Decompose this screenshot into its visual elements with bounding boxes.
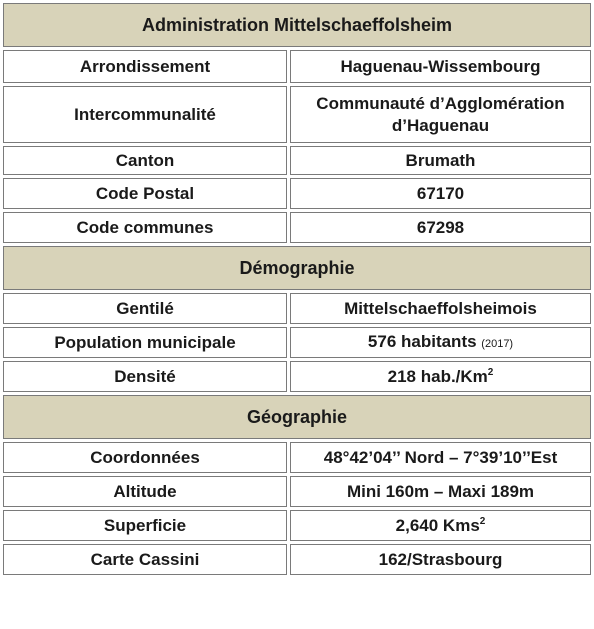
row-label-altitude: Altitude xyxy=(3,476,287,507)
row-value-altitude: Mini 160m – Maxi 189m xyxy=(290,476,591,507)
row-label-intercommunalite: Intercommunalité xyxy=(3,86,287,143)
section-header-geographie: Géographie xyxy=(3,395,591,439)
row-label-coordonnees: Coordonnées xyxy=(3,442,287,473)
row-label-arrondissement: Arrondissement xyxy=(3,50,287,83)
row-value-coordonnees: 48°42’04’’ Nord – 7°39’10’’Est xyxy=(290,442,591,473)
row-value-gentile: Mittelschaeffolsheimois xyxy=(290,293,591,324)
population-year-note: (2017) xyxy=(481,337,514,350)
row-value-code-communes: 67298 xyxy=(290,212,591,243)
densite-value: 218 hab./Km xyxy=(387,366,488,386)
section-header-demographie: Démographie xyxy=(3,246,591,290)
row-label-canton: Canton xyxy=(3,146,287,175)
row-value-intercommunalite: Communauté d’Agglomération d’Haguenau xyxy=(290,86,591,143)
densite-superscript: 2 xyxy=(487,366,494,378)
row-label-gentile: Gentilé xyxy=(3,293,287,324)
superficie-value: 2,640 Kms xyxy=(395,515,480,535)
row-label-code-communes: Code communes xyxy=(3,212,287,243)
row-label-code-postal: Code Postal xyxy=(3,178,287,209)
row-label-carte-cassini: Carte Cassini xyxy=(3,544,287,575)
population-value: 576 habitants xyxy=(367,331,477,351)
row-value-code-postal: 67170 xyxy=(290,178,591,209)
row-label-population: Population municipale xyxy=(3,327,287,358)
row-label-superficie: Superficie xyxy=(3,510,287,541)
row-value-canton: Brumath xyxy=(290,146,591,175)
superficie-superscript: 2 xyxy=(479,515,486,527)
row-value-arrondissement: Haguenau-Wissembourg xyxy=(290,50,591,83)
row-label-densite: Densité xyxy=(3,361,287,392)
row-value-carte-cassini: 162/Strasbourg xyxy=(290,544,591,575)
row-value-superficie xyxy=(290,510,591,541)
section-header-administration: Administration Mittelschaeffolsheim xyxy=(3,3,591,47)
row-value-densite xyxy=(290,361,591,392)
row-value-population xyxy=(290,327,591,358)
